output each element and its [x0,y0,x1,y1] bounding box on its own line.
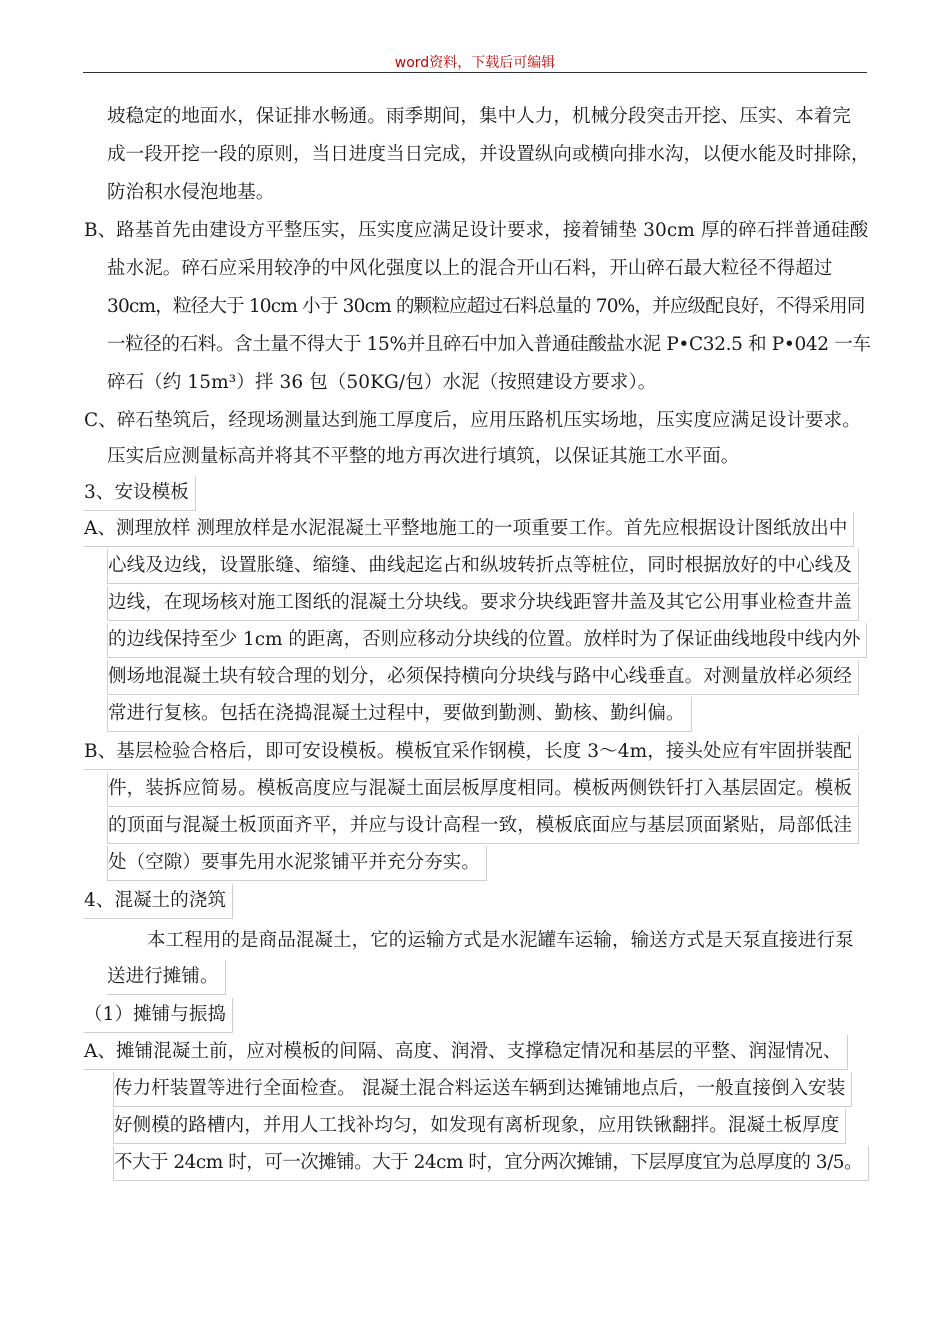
text-line: 防治积水侵泡地基。 [107,182,275,203]
text-line: 传力杆装置等进行全面检查。 混凝土混合料运送车辆到达摊铺地点后，一般直接倒入安装 [113,1072,852,1107]
text-line: 压实后应测量标高并将其不平整的地方再次进行填筑，以保证其施工水平面。 [107,446,740,467]
text-line: B、路基首先由建设方平整压实，压实度应满足设计要求，接着铺垫 30cm 厚的碎石拌普通硅酸 [84,220,869,241]
text-line: 的顶面与混凝土板顶面齐平，并应与设计高程一致，模板底面应与基层顶面紧贴，局部低洼 [107,809,859,844]
text-line: 心线及边线，设置胀缝、缩缝、曲线起迄占和纵坡转折点等桩位，同时根据放好的中心线及 [107,549,859,584]
text-line: C、碎石垫筑后，经现场测量达到施工厚度后，应用压路机压实场地，压实度应满足设计要求。 [84,410,861,431]
text-line: 本工程用的是商品混凝土，它的运输方式是水泥罐车运输，输送方式是天泵直接进行泵 [147,930,854,951]
text-line: 好侧模的路槽内，并用人工找补均匀，如发现有离析现象，应用铁锹翻拌。混凝土板厚度 [113,1109,846,1144]
text-line: 边线，在现场核对施工图纸的混凝土分块线。要求分块线距窨井盖及其它公用事业检查井盖 [107,586,859,621]
text-line: 侧场地混凝土块有较合理的划分，必须保持横向分块线与路中心线垂直。对测量放样必须经 [107,660,859,695]
text-line: 碎石（约 15m³）拌 36 包（50KG/包）水泥（按照建设方要求）。 [107,372,657,393]
header-rule [83,72,867,73]
text-line: 处（空隙）要事先用水泥浆铺平并充分夯实。 [107,846,487,881]
text-line: 一粒径的石料。含土量不得大于 15%并且碎石中加入普通硅酸盐水泥 P•C32.5 和 P•042 一车 [107,334,871,355]
text-line: 成一段开挖一段的原则，当日进度当日完成，并设置纵向或横向排水沟，以便水能及时排除， [107,144,870,165]
text-line: B、基层检验合格后，即可安设模板。模板宜采作钢模，长度 3～4m，接头处应有牢固拼装配 [84,735,859,770]
text-line: A、摊铺混凝土前，应对模板的间隔、高度、润滑、支撑稳定情况和基层的平整、润湿情况、 [84,1035,848,1070]
text-line: A、测理放样 测理放样是水泥混凝土平整地施工的一项重要工作。首先应根据设计图纸放出中 [84,512,854,547]
text-line: 送进行摊铺。 [107,960,226,995]
text-line: 不大于 24cm 时，可一次摊铺。大于 24cm 时，宜分两次摊铺，下层厚度宜为总厚度的 3/5。 [113,1146,869,1181]
section-heading: 3、安设模板 [84,476,196,511]
subsection-heading: （1）摊铺与振捣 [84,998,233,1033]
text-line: 坡稳定的地面水，保证排水畅通。雨季期间，集中人力，机械分段突击开挖、压实、本着完 [107,106,852,127]
text-line: 的边线保持至少 1cm 的距离，否则应移动分块线的位置。放样时为了保证曲线地段中线内外 [107,623,867,658]
text-line: 件，装拆应简易。模板高度应与混凝土面层板厚度相同。模板两侧铁钎打入基层固定。模板 [107,772,859,807]
text-line: 常进行复核。包括在浇捣混凝土过程中，要做到勤测、勤核、勤纠偏。 [107,697,692,732]
text-line: 盐水泥。碎石应采用较净的中风化强度以上的混合开山石料，开山碎石最大粒径不得超过 [107,258,833,279]
section-heading: 4、混凝土的浇筑 [84,884,233,919]
watermark-header: word资料，下载后可编辑 [394,55,556,71]
text-line: 30cm，粒径大于 10cm 小于 30cm 的颗粒应超过石料总量的 70%，并应级配良好，不得采用同 [107,296,865,317]
